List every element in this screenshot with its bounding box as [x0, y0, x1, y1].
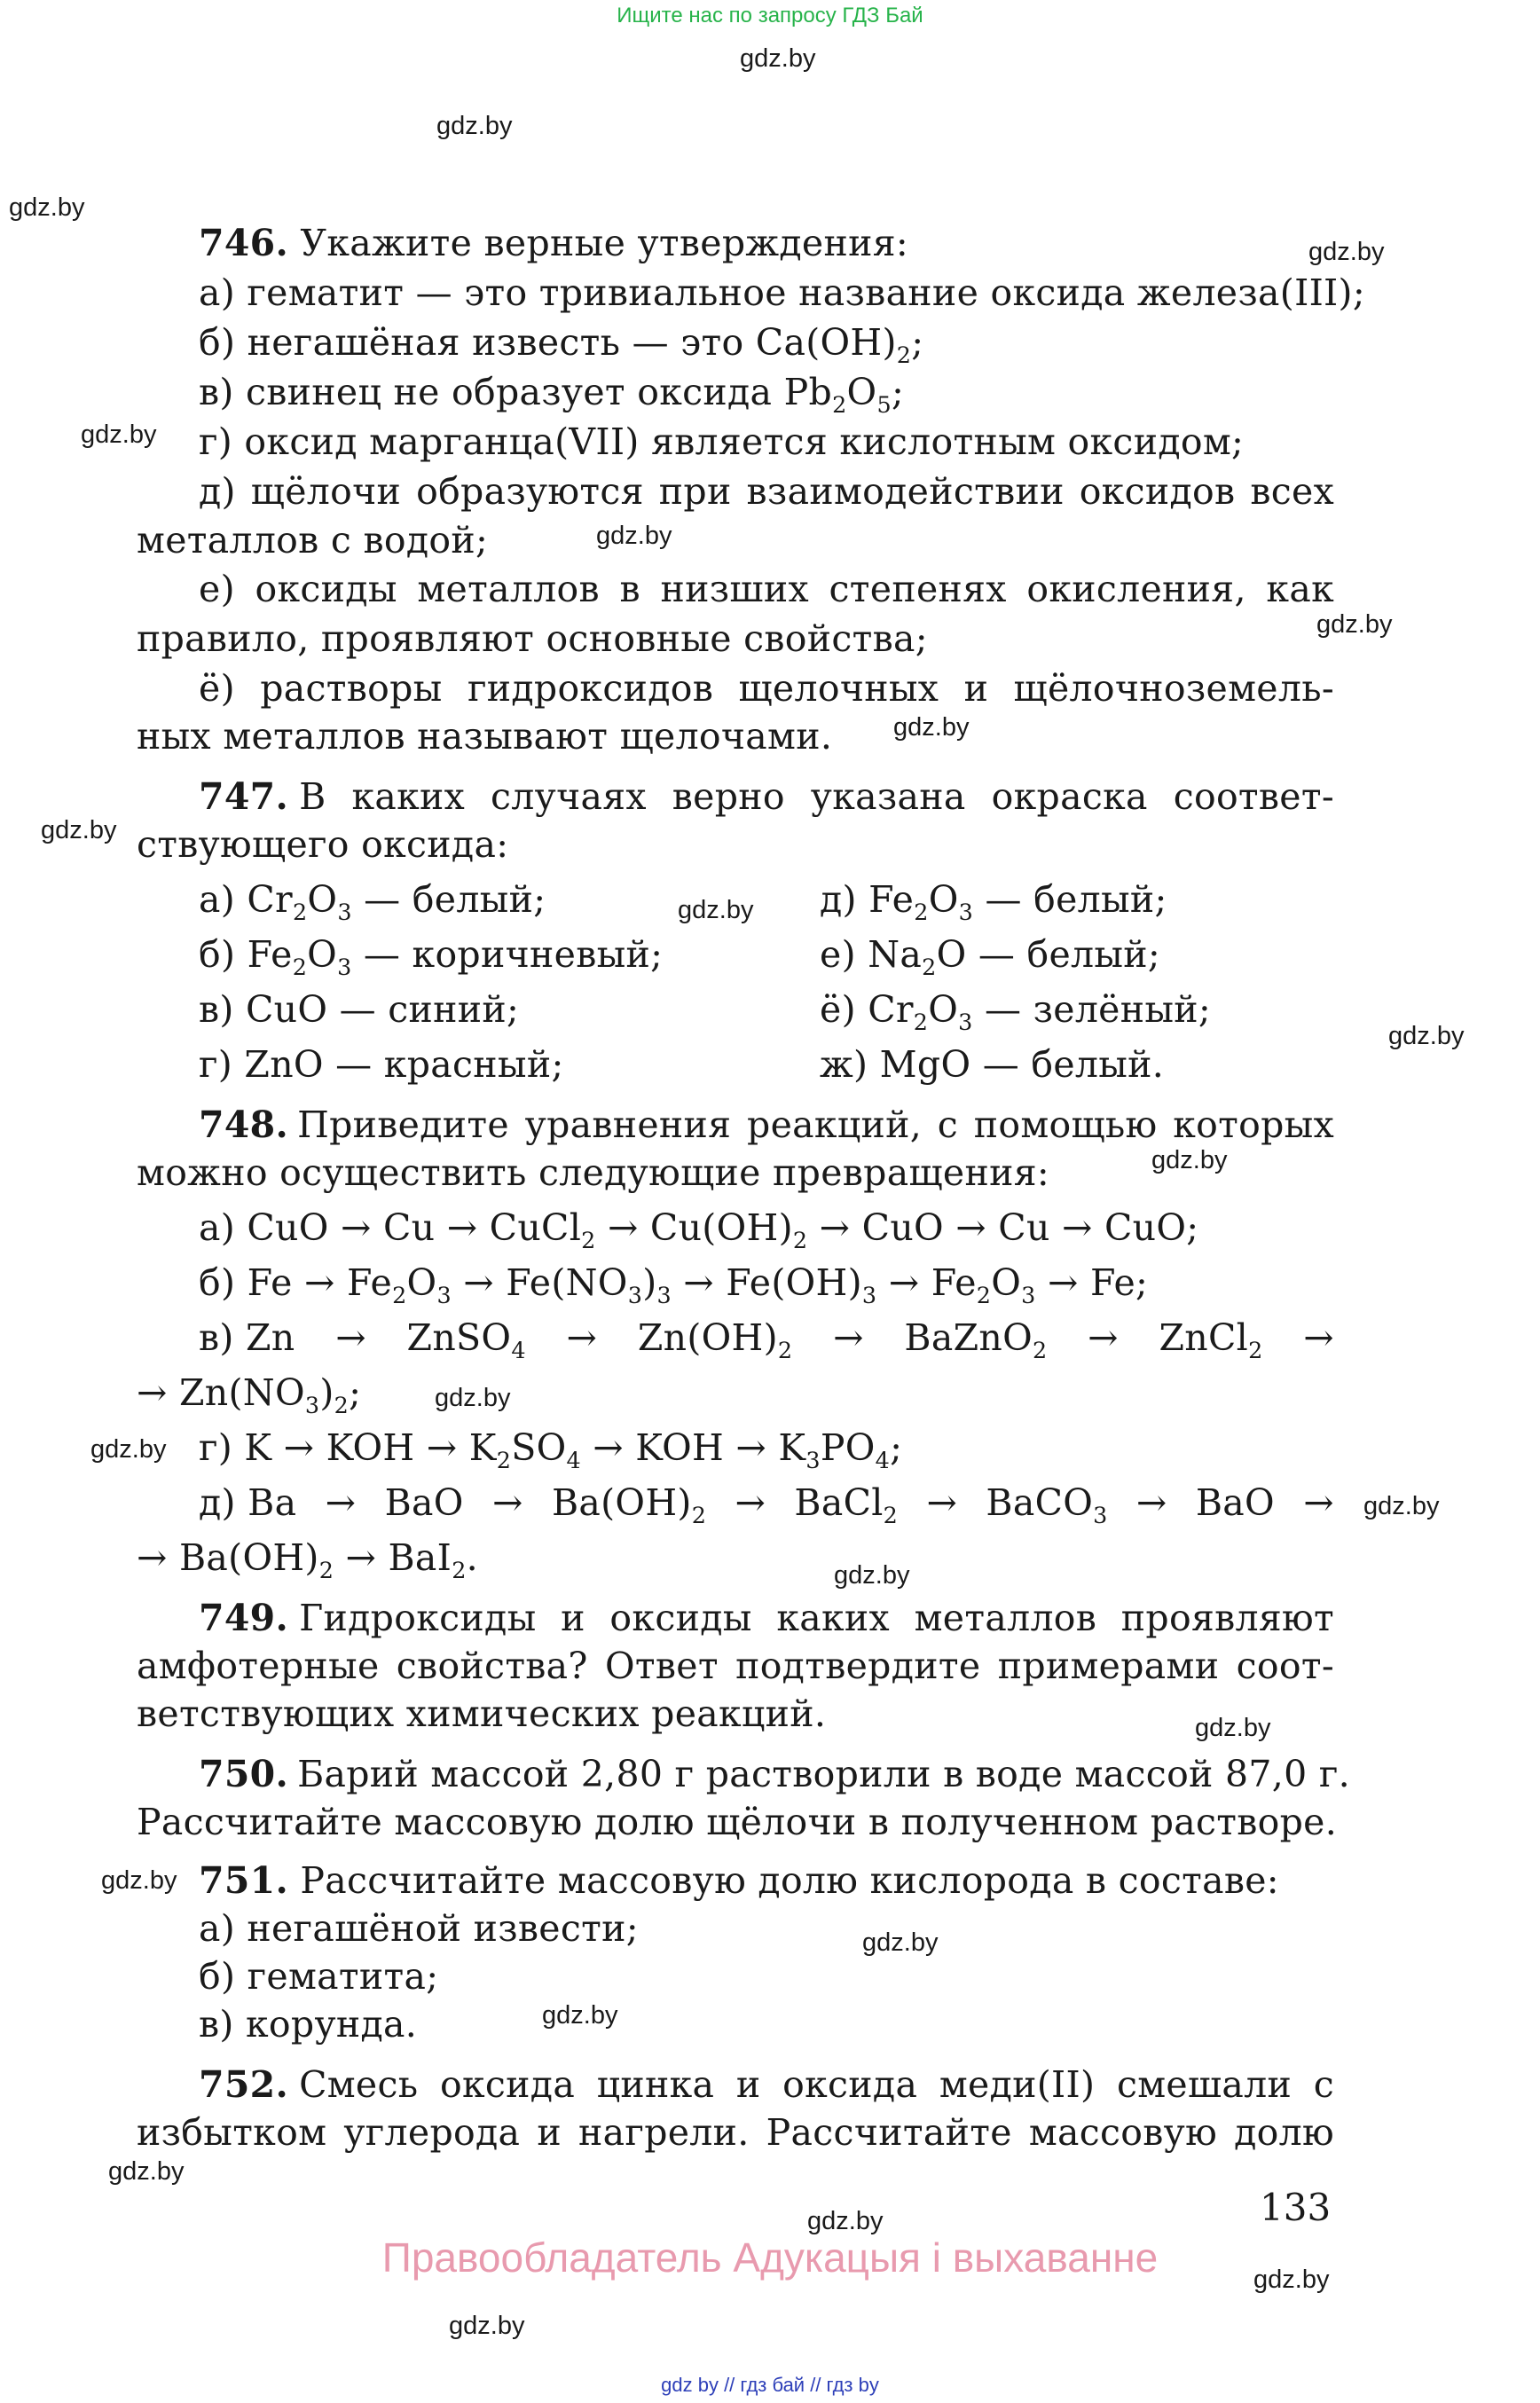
chain-b: б) $Fe \to Fe_2O_3 \to Fe(NO_3)_3 \to Fe(OH)_3 \to Fe_2O_3 \to Fe$;: [199, 1261, 1149, 1308]
problem-text: Барий массой 2,80 г растворили в воде массой 87,0 г.: [297, 1753, 1350, 1795]
watermark: gdz.by: [740, 44, 816, 73]
option-e-line1: е) оксиды металлов в низших степенях окисления, как: [199, 568, 1334, 610]
watermark: gdz.by: [449, 2312, 525, 2340]
chain-d-line1: д) Ba → BaO → $Ba(OH)_2$ → BaCl$_2$ → BaCO$_3$ → BaO →: [199, 1481, 1334, 1528]
option-d-line2: металлов с водой;: [137, 519, 489, 561]
color-b: б) $Fe_2O_3$ — коричневый;: [199, 933, 664, 980]
problem-752-line2: избытком углерода и нагрели. Рассчитайте массовую долю: [137, 2111, 1334, 2154]
option-b: б) негашёная известь — это $Ca(OH)_2$;: [199, 321, 924, 368]
problem-746-title: [199, 222, 908, 264]
option-e-line2: правило, проявляют основные свойства;: [137, 617, 928, 660]
watermark: gdz.by: [893, 713, 970, 742]
top-banner[interactable]: Ищите нас по запросу ГДЗ Бай: [617, 4, 923, 27]
problem-747-line1: [199, 775, 1334, 818]
color-v: в) CuO — синий;: [199, 988, 520, 1031]
problem-text: Рассчитайте массовую долю кислорода в составе:: [300, 1859, 1279, 1902]
problem-text: Гидроксиды и оксиды каких металлов проявляют: [299, 1597, 1334, 1639]
watermark: gdz.by: [1388, 1022, 1465, 1050]
chain-d-line2: → $Ba(OH)_2 \to BaI_2$.: [137, 1536, 478, 1583]
option-g: г) оксид марганца(VII) является кислотным оксидом;: [199, 420, 1245, 463]
problem-749-line3: ветствующих химических реакций.: [137, 1692, 827, 1735]
watermark: gdz.by: [862, 1928, 939, 1957]
watermark: gdz.by: [435, 1384, 511, 1412]
problem-number: 750.: [199, 1753, 289, 1795]
color-yo: ё) $Cr_2O_3$ — зелёный;: [820, 988, 1212, 1035]
watermark: gdz.by: [101, 1866, 177, 1895]
problem-text: Приведите уравнения реакций, с помощью которых: [297, 1103, 1334, 1146]
watermark: gdz.by: [41, 816, 117, 844]
problem-number: 751.: [199, 1859, 289, 1902]
problem-748-line1: [199, 1103, 1334, 1146]
watermark: gdz.by: [9, 193, 85, 222]
problem-number: 752.: [199, 2063, 289, 2106]
option-a: а) гематит — это тривиальное название оксида железа(III);: [199, 271, 1365, 314]
watermark: gdz.by: [1308, 238, 1385, 266]
watermark: gdz.by: [1253, 2266, 1330, 2294]
color-zh: ж) MgO — белый.: [820, 1043, 1165, 1086]
option-text: б) негашёная известь — это Ca(OH): [199, 321, 897, 364]
watermark: gdz.by: [542, 2001, 618, 2030]
watermark: gdz.by: [1363, 1492, 1440, 1520]
color-text: — белый;: [985, 878, 1167, 921]
watermark: gdz.by: [1151, 1146, 1228, 1174]
color-g: г) ZnO — красный;: [199, 1043, 564, 1086]
problem-number: 746.: [199, 222, 289, 264]
chain-v-line2: → $Zn(NO_3)_2$;: [137, 1371, 362, 1418]
option-v: в) корунда.: [199, 2003, 418, 2046]
chain-a: а) CuO → Cu → CuCl$_2$ → $Cu(OH)_2$ → CuO → Cu → CuO;: [199, 1206, 1199, 1253]
problem-number: 749.: [199, 1597, 289, 1639]
chain-g: г) K → KOH → $K_2SO_4$ → KOH → $K_3PO_4$;: [199, 1426, 903, 1473]
option-b: б) гематита;: [199, 1955, 439, 1998]
problem-text: В каких случаях верно указана окраска соответ-: [299, 775, 1334, 818]
watermark: gdz.by: [1195, 1714, 1271, 1742]
problem-749-line1: [199, 1597, 1334, 1639]
problem-748-line2: можно осуществить следующие превращения:: [137, 1151, 1049, 1194]
watermark: gdz.by: [436, 112, 513, 140]
watermark: gdz.by: [90, 1435, 167, 1464]
color-d: д) $Fe_2O_3$ — белый;: [820, 878, 1167, 925]
option-d-line1: д) щёлочи образуются при взаимодействии оксидов всех: [199, 470, 1334, 513]
option-yo-line1: ё) растворы гидроксидов щелочных и щёлочноземель-: [199, 667, 1334, 710]
problem-750-line2: Рассчитайте массовую долю щёлочи в полученном растворе.: [137, 1801, 1338, 1843]
watermark: gdz.by: [807, 2207, 884, 2235]
problem-750-line1: [199, 1753, 1350, 1795]
problem-number: 748.: [199, 1103, 289, 1146]
color-a: а) $Cr_2O_3$ — белый;: [199, 878, 546, 925]
problem-752-line1: [199, 2063, 1334, 2106]
problem-number: 747.: [199, 775, 289, 818]
problem-text: Укажите верные утверждения:: [300, 222, 909, 264]
watermark: gdz.by: [1316, 610, 1393, 639]
problem-747-line2: ствующего оксида:: [137, 823, 509, 866]
watermark: gdz.by: [834, 1561, 910, 1590]
chain-v-line1: в) Zn → ZnSO$_4$ → $Zn(OH)_2$ → BaZnO$_2$ → ZnCl$_2$ →: [199, 1316, 1334, 1363]
page-number: 133: [1260, 2186, 1332, 2229]
color-e: е) $Na_2O$ — белый;: [820, 933, 1161, 980]
copyright-notice: Правообладатель Адукацыя і выхаванне: [381, 2234, 1159, 2281]
option-text: в) свинец не образует оксида Pb: [199, 371, 833, 413]
watermark: gdz.by: [678, 896, 754, 924]
problem-749-line2: амфотерные свойства? Ответ подтвердите примерами соот-: [137, 1645, 1334, 1687]
option-v: в) свинец не образует оксида $Pb_2O_5$;: [199, 371, 905, 418]
footer-links[interactable]: gdz by // гдз бай // гдз by: [661, 2374, 879, 2396]
watermark: gdz.by: [108, 2157, 185, 2186]
color-text: — белый;: [364, 878, 546, 921]
watermark: gdz.by: [81, 420, 157, 449]
option-a: а) негашёной извести;: [199, 1907, 639, 1950]
watermark: gdz.by: [596, 522, 672, 550]
color-text: — зелёный;: [984, 988, 1212, 1031]
problem-text: Смесь оксида цинка и оксида меди(II) смешали с: [299, 2063, 1334, 2106]
option-yo-line2: ных металлов называют щелочами.: [137, 715, 833, 758]
color-text: — белый;: [978, 933, 1161, 976]
problem-751-title: [199, 1859, 1279, 1902]
color-text: — коричневый;: [363, 933, 664, 976]
